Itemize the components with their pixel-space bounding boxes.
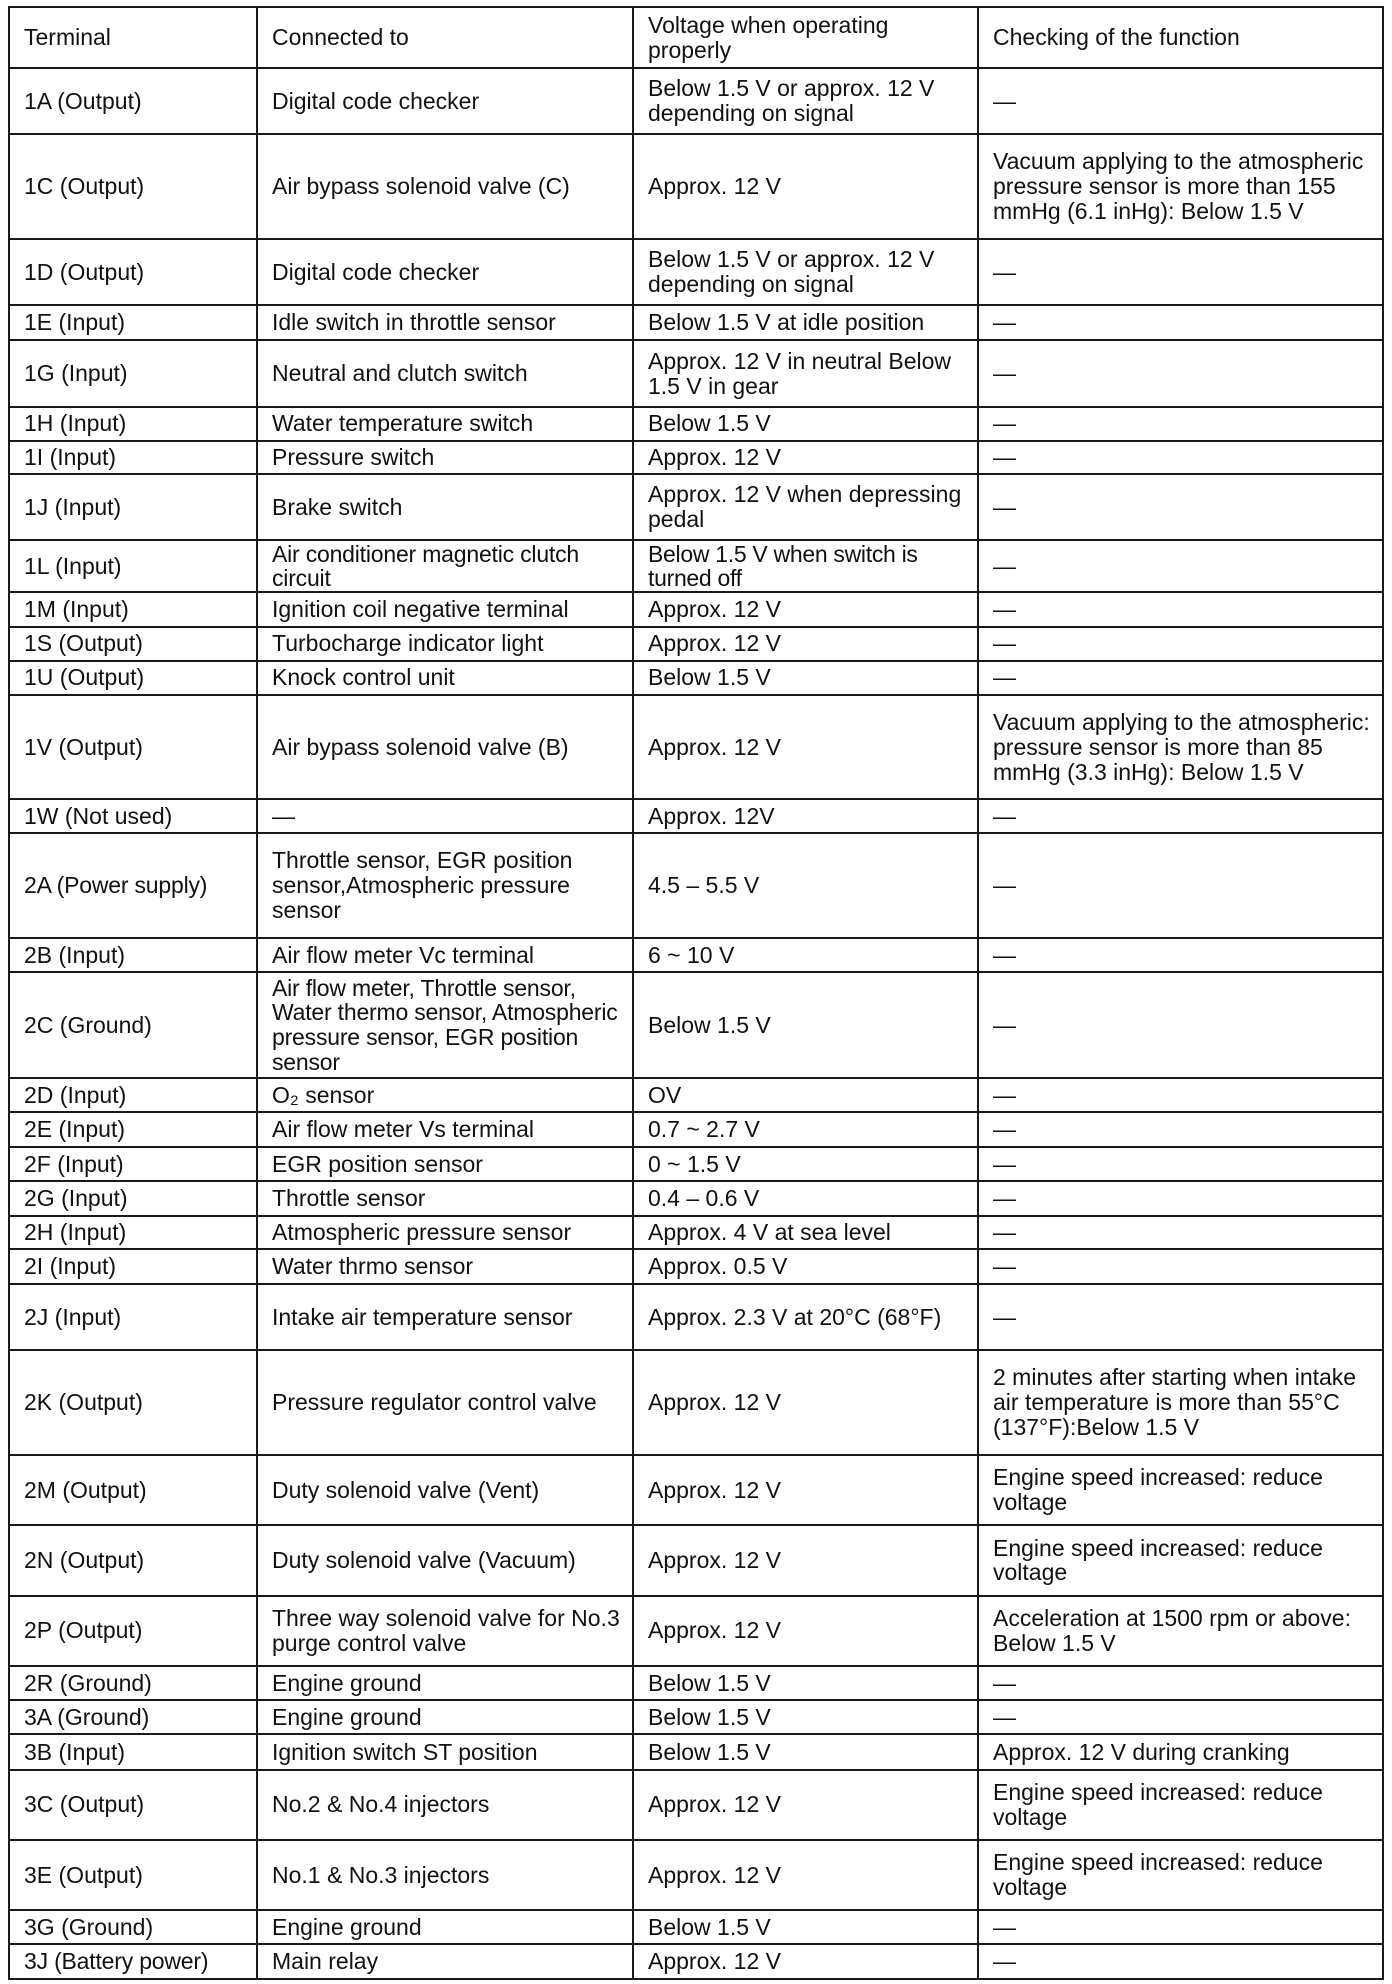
checking-function-cell: —	[978, 1112, 1383, 1147]
connected-to-cell: Water temperature switch	[257, 407, 633, 441]
table-row	[9, 1525, 1383, 1595]
voltage-cell: Approx. 12 V	[633, 1455, 978, 1525]
terminal-cell: 2R (Ground)	[9, 1666, 257, 1700]
checking-function-cell: —	[978, 592, 1383, 626]
checking-function-cell: —	[978, 627, 1383, 661]
table-row	[9, 833, 1383, 939]
voltage-cell: Approx. 12 V	[633, 1770, 978, 1840]
terminal-cell: 1I (Input)	[9, 441, 257, 474]
terminal-cell: 2G (Input)	[9, 1181, 257, 1215]
connected-to-cell: Air conditioner magnetic clutch circuit	[257, 540, 633, 592]
table-row	[9, 1700, 1383, 1734]
connected-to-cell: Air flow meter Vc terminal	[257, 938, 633, 972]
terminal-cell: 3E (Output)	[9, 1840, 257, 1910]
voltage-cell: Approx. 12 V	[633, 1840, 978, 1910]
connected-to-cell: Ignition coil negative terminal	[257, 592, 633, 626]
connected-to-cell: Knock control unit	[257, 661, 633, 695]
voltage-cell: Below 1.5 V or approx. 12 V depending on signal	[633, 68, 978, 134]
table-row	[9, 1666, 1383, 1700]
connected-to-cell: Brake switch	[257, 474, 633, 540]
terminal-cell: 2A (Power supply)	[9, 833, 257, 939]
checking-function-cell: —	[978, 1666, 1383, 1700]
table-row	[9, 1249, 1383, 1284]
terminal-cell: 1M (Input)	[9, 592, 257, 626]
checking-function-cell: —	[978, 1944, 1383, 1979]
header-checking-function: Checking of the function	[978, 7, 1383, 68]
voltage-cell: Approx. 12 V	[633, 1350, 978, 1455]
table-row	[9, 540, 1383, 592]
terminal-cell: 1H (Input)	[9, 407, 257, 441]
table-row	[9, 239, 1383, 305]
terminal-cell: 2C (Ground)	[9, 972, 257, 1078]
table-row	[9, 1078, 1383, 1112]
table-row	[9, 1181, 1383, 1215]
connected-to-cell: O₂ sensor	[257, 1078, 633, 1112]
voltage-cell: Approx. 12 V	[633, 1596, 978, 1666]
terminal-cell: 1A (Output)	[9, 68, 257, 134]
table-row	[9, 1596, 1383, 1666]
checking-function-cell: —	[978, 1181, 1383, 1215]
voltage-cell: Approx. 12 V in neutral Below 1.5 V in gear	[633, 340, 978, 406]
table-row	[9, 1944, 1383, 1979]
connected-to-cell: No.1 & No.3 injectors	[257, 1840, 633, 1910]
voltage-cell: Below 1.5 V	[633, 1666, 978, 1700]
terminal-cell: 2K (Output)	[9, 1350, 257, 1455]
table-row	[9, 441, 1383, 474]
checking-function-cell: Approx. 12 V during cranking	[978, 1734, 1383, 1769]
checking-function-cell: Acceleration at 1500 rpm or above: Below 1.5 V	[978, 1596, 1383, 1666]
terminal-cell: 2D (Input)	[9, 1078, 257, 1112]
checking-function-cell: Engine speed increased: reduce voltage	[978, 1770, 1383, 1840]
terminal-cell: 1L (Input)	[9, 540, 257, 592]
checking-function-cell: —	[978, 799, 1383, 832]
checking-function-cell: —	[978, 1910, 1383, 1944]
voltage-cell: 0 ~ 1.5 V	[633, 1147, 978, 1181]
connected-to-cell: Duty solenoid valve (Vent)	[257, 1455, 633, 1525]
table-row	[9, 1350, 1383, 1455]
terminal-cell: 1E (Input)	[9, 305, 257, 340]
table-row	[9, 1734, 1383, 1769]
connected-to-cell: Air flow meter, Throttle sensor, Water thermo sensor, Atmospheric pressure sensor, EGR position sensor	[257, 972, 633, 1078]
table-row	[9, 305, 1383, 340]
voltage-cell: Approx. 4 V at sea level	[633, 1216, 978, 1249]
connected-to-cell: Duty solenoid valve (Vacuum)	[257, 1525, 633, 1595]
voltage-cell: Below 1.5 V at idle position	[633, 305, 978, 340]
header-connected-to: Connected to	[257, 7, 633, 68]
checking-function-cell: —	[978, 1078, 1383, 1112]
checking-function-cell: —	[978, 474, 1383, 540]
terminal-cell: 3G (Ground)	[9, 1910, 257, 1944]
header-voltage: Voltage when operating properly	[633, 7, 978, 68]
terminal-cell: 2M (Output)	[9, 1455, 257, 1525]
checking-function-cell: —	[978, 833, 1383, 939]
table-row	[9, 1112, 1383, 1147]
voltage-cell: Below 1.5 V	[633, 407, 978, 441]
terminal-voltage-sheet	[8, 6, 1382, 1980]
connected-to-cell: Three way solenoid valve for No.3 purge control valve	[257, 1596, 633, 1666]
table-row	[9, 134, 1383, 239]
connected-to-cell: Pressure regulator control valve	[257, 1350, 633, 1455]
checking-function-cell: —	[978, 340, 1383, 406]
checking-function-cell: —	[978, 1700, 1383, 1734]
terminal-cell: 3J (Battery power)	[9, 1944, 257, 1979]
table-body	[9, 68, 1383, 1979]
table-header-row	[9, 7, 1383, 68]
checking-function-cell: —	[978, 239, 1383, 305]
voltage-cell: Approx. 12V	[633, 799, 978, 832]
connected-to-cell: Turbocharge indicator light	[257, 627, 633, 661]
terminal-cell: 1J (Input)	[9, 474, 257, 540]
voltage-cell: Approx. 12 V	[633, 627, 978, 661]
table-row	[9, 340, 1383, 406]
voltage-cell: Approx. 12 V	[633, 695, 978, 800]
terminal-cell: 2B (Input)	[9, 938, 257, 972]
terminal-cell: 3A (Ground)	[9, 1700, 257, 1734]
terminal-cell: 1S (Output)	[9, 627, 257, 661]
voltage-cell: Approx. 12 V	[633, 1944, 978, 1979]
voltage-cell: Below 1.5 V when switch is turned off	[633, 540, 978, 592]
checking-function-cell: —	[978, 407, 1383, 441]
connected-to-cell: Neutral and clutch switch	[257, 340, 633, 406]
connected-to-cell: Throttle sensor	[257, 1181, 633, 1215]
checking-function-cell: Engine speed increased: reduce voltage	[978, 1455, 1383, 1525]
voltage-cell: OV	[633, 1078, 978, 1112]
connected-to-cell: Idle switch in throttle sensor	[257, 305, 633, 340]
connected-to-cell: Atmospheric pressure sensor	[257, 1216, 633, 1249]
voltage-cell: Below 1.5 V	[633, 1700, 978, 1734]
checking-function-cell: —	[978, 972, 1383, 1078]
voltage-cell: Below 1.5 V	[633, 1734, 978, 1769]
terminal-cell: 2H (Input)	[9, 1216, 257, 1249]
table-row	[9, 799, 1383, 832]
voltage-cell: Approx. 12 V	[633, 134, 978, 239]
checking-function-cell: —	[978, 68, 1383, 134]
terminal-cell: 2P (Output)	[9, 1596, 257, 1666]
checking-function-cell: Engine speed increased: reduce voltage	[978, 1525, 1383, 1595]
checking-function-cell: —	[978, 938, 1383, 972]
checking-function-cell: —	[978, 1284, 1383, 1350]
table-row	[9, 627, 1383, 661]
connected-to-cell: Air flow meter Vs terminal	[257, 1112, 633, 1147]
terminal-cell: 2E (Input)	[9, 1112, 257, 1147]
table-row	[9, 1910, 1383, 1944]
checking-function-cell: —	[978, 661, 1383, 695]
table-row	[9, 1840, 1383, 1910]
checking-function-cell: —	[978, 1216, 1383, 1249]
terminal-cell: 2J (Input)	[9, 1284, 257, 1350]
connected-to-cell: Ignition switch ST position	[257, 1734, 633, 1769]
header-terminal: Terminal	[9, 7, 257, 68]
table-row	[9, 661, 1383, 695]
checking-function-cell: Engine speed increased: reduce voltage	[978, 1840, 1383, 1910]
table-row	[9, 1455, 1383, 1525]
voltage-cell: Approx. 12 V	[633, 592, 978, 626]
checking-function-cell: —	[978, 1249, 1383, 1284]
table-row	[9, 1147, 1383, 1181]
table-row	[9, 1770, 1383, 1840]
connected-to-cell: Engine ground	[257, 1666, 633, 1700]
terminal-cell: 1W (Not used)	[9, 799, 257, 832]
voltage-cell: Approx. 12 V	[633, 441, 978, 474]
table-row	[9, 1284, 1383, 1350]
terminal-cell: 1C (Output)	[9, 134, 257, 239]
table-row	[9, 592, 1383, 626]
terminal-cell: 1V (Output)	[9, 695, 257, 800]
table-row	[9, 695, 1383, 800]
voltage-cell: 4.5 – 5.5 V	[633, 833, 978, 939]
checking-function-cell: —	[978, 305, 1383, 340]
terminal-cell: 2F (Input)	[9, 1147, 257, 1181]
voltage-cell: Approx. 0.5 V	[633, 1249, 978, 1284]
connected-to-cell: Water thrmo sensor	[257, 1249, 633, 1284]
terminal-cell: 1D (Output)	[9, 239, 257, 305]
terminal-cell: 2N (Output)	[9, 1525, 257, 1595]
connected-to-cell: —	[257, 799, 633, 832]
table-row	[9, 68, 1383, 134]
voltage-cell: Below 1.5 V or approx. 12 V depending on signal	[633, 239, 978, 305]
voltage-cell: Below 1.5 V	[633, 661, 978, 695]
terminal-cell: 3C (Output)	[9, 1770, 257, 1840]
checking-function-cell: Vacuum applying to the atmospheric: pressure sensor is more than 85 mmHg (3.3 inHg): Below 1.5 V	[978, 695, 1383, 800]
connected-to-cell: Air bypass solenoid valve (B)	[257, 695, 633, 800]
voltage-cell: Approx. 12 V	[633, 1525, 978, 1595]
checking-function-cell: —	[978, 540, 1383, 592]
connected-to-cell: Throttle sensor, EGR position sensor,Atmospheric pressure sensor	[257, 833, 633, 939]
checking-function-cell: Vacuum applying to the atmospheric pressure sensor is more than 155 mmHg (6.1 inHg): Below 1.5 V	[978, 134, 1383, 239]
checking-function-cell: —	[978, 1147, 1383, 1181]
terminal-voltage-table	[8, 6, 1384, 1980]
checking-function-cell: 2 minutes after starting when intake air temperature is more than 55°C (137°F):Below 1.5 V	[978, 1350, 1383, 1455]
connected-to-cell: No.2 & No.4 injectors	[257, 1770, 633, 1840]
terminal-cell: 1U (Output)	[9, 661, 257, 695]
voltage-cell: Approx. 12 V when depressing pedal	[633, 474, 978, 540]
voltage-cell: Below 1.5 V	[633, 1910, 978, 1944]
connected-to-cell: Engine ground	[257, 1910, 633, 1944]
connected-to-cell: Digital code checker	[257, 239, 633, 305]
table-row	[9, 474, 1383, 540]
checking-function-cell: —	[978, 441, 1383, 474]
voltage-cell: 6 ~ 10 V	[633, 938, 978, 972]
terminal-cell: 2I (Input)	[9, 1249, 257, 1284]
connected-to-cell: EGR position sensor	[257, 1147, 633, 1181]
connected-to-cell: Intake air temperature sensor	[257, 1284, 633, 1350]
connected-to-cell: Main relay	[257, 1944, 633, 1979]
table-row	[9, 938, 1383, 972]
connected-to-cell: Digital code checker	[257, 68, 633, 134]
connected-to-cell: Engine ground	[257, 1700, 633, 1734]
terminal-cell: 1G (Input)	[9, 340, 257, 406]
terminal-cell: 3B (Input)	[9, 1734, 257, 1769]
table-row	[9, 972, 1383, 1078]
table-row	[9, 407, 1383, 441]
voltage-cell: Below 1.5 V	[633, 972, 978, 1078]
connected-to-cell: Air bypass solenoid valve (C)	[257, 134, 633, 239]
voltage-cell: Approx. 2.3 V at 20°C (68°F)	[633, 1284, 978, 1350]
connected-to-cell: Pressure switch	[257, 441, 633, 474]
voltage-cell: 0.7 ~ 2.7 V	[633, 1112, 978, 1147]
voltage-cell: 0.4 – 0.6 V	[633, 1181, 978, 1215]
table-row	[9, 1216, 1383, 1249]
